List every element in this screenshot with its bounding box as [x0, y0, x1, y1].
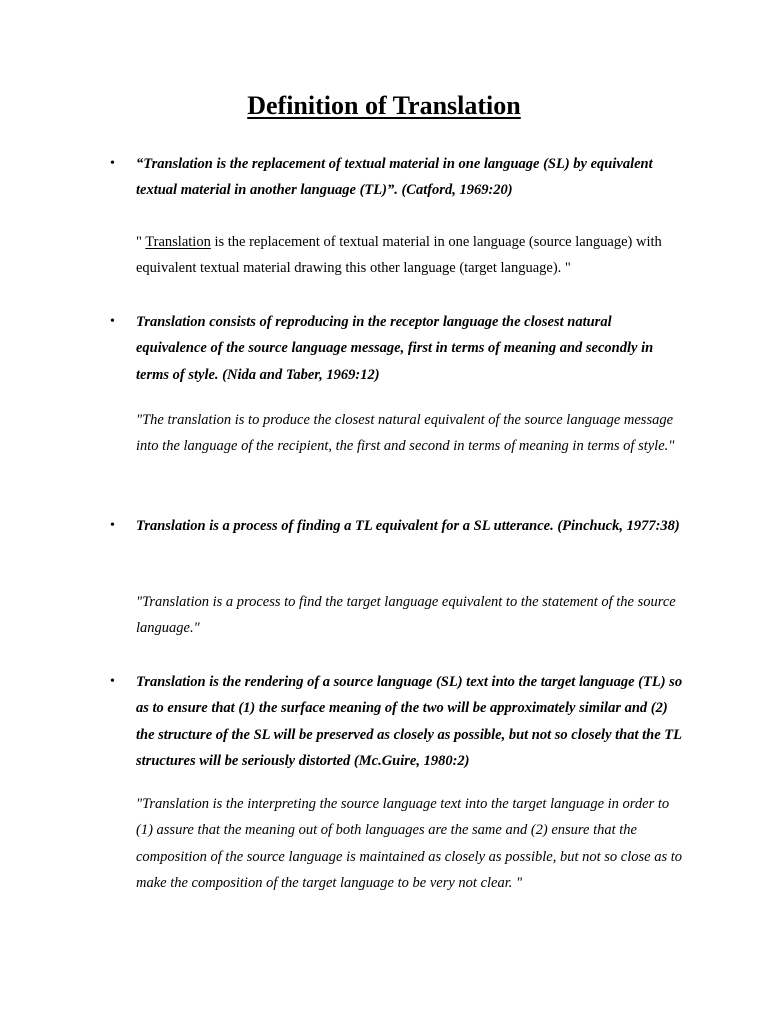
paraphrase-text: "Translation is a process to find the target language equivalent to the statement of the source language."	[136, 594, 676, 637]
paraphrase-text: "The translation is to produce the closest natural equivalent of the source language message into the language of the recipient, the first and second in terms of meaning in terms of style."	[136, 412, 675, 455]
definition-text: Translation is a process of finding a TL equivalent for a SL utterance. (Pinchuck, 1977:38)	[136, 518, 680, 534]
bullet-icon: •	[110, 314, 115, 329]
bullet-icon: •	[110, 674, 115, 689]
definition-text: Translation consists of reproducing in the receptor language the closest natural equivalence of the source language message, first in terms of meaning and secondly in terms of style. (Nida and Taber, 1969:12)	[136, 314, 654, 383]
bullet-icon: •	[110, 518, 115, 533]
paraphrase-rest: is the replacement of textual material in one language (source language) with equivalent textual material drawing this other language (target language). "	[136, 234, 662, 277]
paraphrase-text: "Translation is the interpreting the source language text into the target language in order to (1) assure that the meaning out of both languages are the same and (2) ensure that the composition of the source language is maintained as closely as possible, but not so close as to make the composition of the target language to be very not clear. "	[136, 796, 682, 891]
bullet-icon: •	[110, 156, 115, 171]
definition-text: Translation is the rendering of a source language (SL) text into the target language (TL) so as to ensure that (1) the surface meaning of the two will be approximately similar and (2) the structure of the SL will be preserved as closely as possible, but not so closely that the TL structures will be seriously distorted (Mc.Guire, 1980:2)	[136, 674, 683, 769]
definition-text: “Translation is the replacement of textual material in one language (SL) by equivalent textual material in another language (TL)”. (Catford, 1969:20)	[136, 156, 653, 199]
paraphrase-open-quote: "	[136, 234, 146, 250]
paraphrase-text	[136, 229, 684, 282]
translation-link[interactable]: Translation	[145, 234, 211, 250]
page-title: Definition of Translation	[247, 91, 521, 120]
